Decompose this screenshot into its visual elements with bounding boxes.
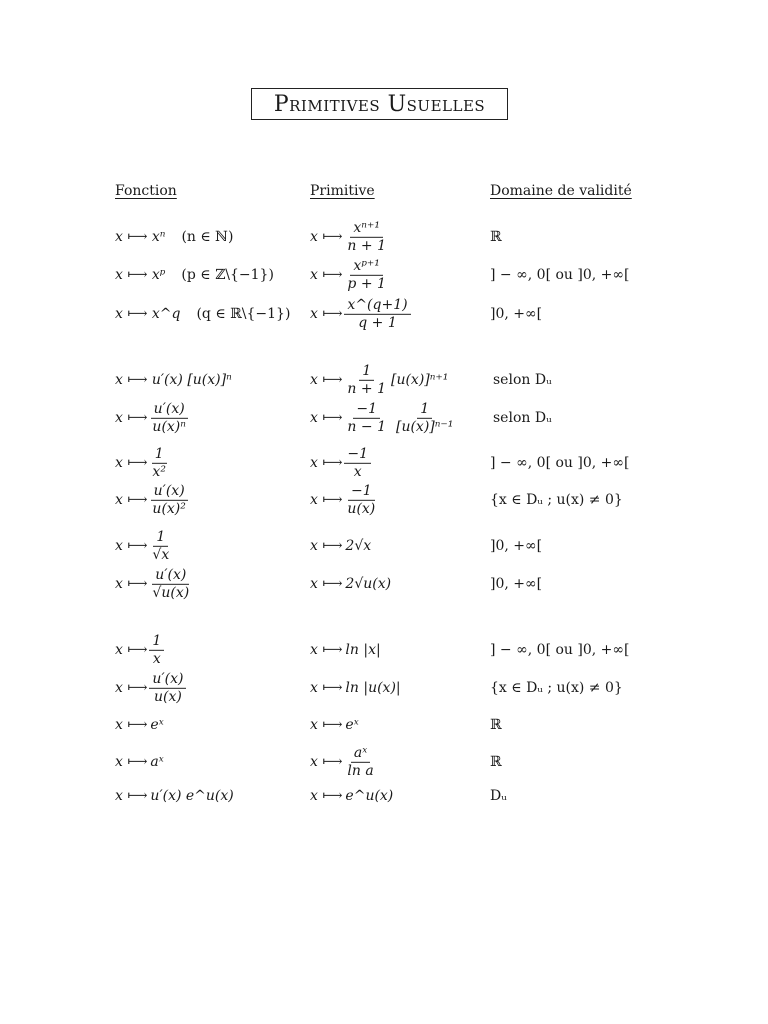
primitive-cell: x ⟼ ln |x| xyxy=(310,642,381,658)
primitive-cell: x ⟼ $\frac{\text{xᵖ⁺¹}}{p + 1}$ xyxy=(310,257,386,292)
domaine-cell: ]0, +∞[ xyxy=(490,306,543,322)
table-row xyxy=(0,744,768,779)
primitive-cell: x ⟼ e^u(x) xyxy=(310,788,394,804)
primitive-cell: x ⟼ $\frac{\text{xⁿ⁺¹}}{n + 1}$ xyxy=(310,219,386,254)
primitive-cell: x ⟼ eˣ xyxy=(310,717,359,733)
header-primitive: Primitive xyxy=(310,183,375,199)
fonction-cell: x ⟼ $\frac{1}{x}$ xyxy=(115,634,166,666)
fonction-cell: x ⟼ $\frac{u'(x)}{√u(x)}$ xyxy=(115,566,190,601)
table-row xyxy=(0,445,768,480)
primitive-cell: x ⟼ $\frac{-1}{n - 1}$ $\frac{1}{\text{[u(x)]ⁿ⁻¹}}$ xyxy=(310,400,454,435)
domaine-cell: ] − ∞, 0[ ou ]0, +∞[ xyxy=(490,455,630,471)
table-row xyxy=(0,528,768,563)
table-row xyxy=(0,257,768,292)
primitive-cell: x ⟼ ln |u(x)| xyxy=(310,680,401,696)
table-row xyxy=(0,219,768,254)
table-row xyxy=(0,362,768,397)
domaine-cell: ] − ∞, 0[ ou ]0, +∞[ xyxy=(490,642,630,658)
table-row xyxy=(0,296,768,331)
table-row xyxy=(0,482,768,517)
fonction-cell: x ⟼ aˣ xyxy=(115,754,164,770)
header-fonction: Fonction xyxy=(115,183,177,199)
fonction-cell: x ⟼ xᵖ (p ∈ ℤ\{−1}) xyxy=(115,267,274,283)
page-title: Primitives Usuelles xyxy=(251,88,508,120)
primitive-cell: x ⟼ 2√u(x) xyxy=(310,576,392,592)
primitive-cell: x ⟼ $\frac{x\^{}(q+1)}{q + 1}$ xyxy=(310,298,413,330)
fonction-cell: x ⟼ $\frac{u'(x)}{\text{u(x)ⁿ}}$ xyxy=(115,400,186,435)
domaine-cell: ] − ∞, 0[ ou ]0, +∞[ xyxy=(490,267,630,283)
fonction-cell: x ⟼ $\frac{u'(x)}{u(x)}$ xyxy=(115,672,188,704)
primitive-cell: x ⟼ $\frac{\text{aˣ}}{\text{ln a}}$ xyxy=(310,744,374,779)
domaine-cell: ]0, +∞[ xyxy=(490,538,543,554)
fonction-cell: x ⟼ xⁿ (n ∈ ℕ) xyxy=(115,229,234,245)
table-row xyxy=(0,400,768,435)
table-row xyxy=(0,717,768,733)
domaine-cell: ℝ xyxy=(490,754,502,770)
primitive-cell: x ⟼ $\frac{-1}{x}$ xyxy=(310,447,373,479)
table-row xyxy=(0,566,768,601)
primitive-cell: x ⟼ $\frac{1}{n + 1}$ [u(x)]ⁿ⁺¹ xyxy=(310,362,449,397)
table-row xyxy=(0,670,768,705)
header-domaine: Domaine de validité xyxy=(490,183,632,199)
fonction-cell: x ⟼ u′(x) e^u(x) xyxy=(115,788,234,804)
domaine-cell: ℝ xyxy=(490,717,502,733)
domaine-cell: selon Dᵤ xyxy=(493,410,552,426)
domaine-cell: {x ∈ Dᵤ ; u(x) ≠ 0} xyxy=(490,680,623,696)
fonction-cell: x ⟼ $\frac{1}{\text{x²}}$ xyxy=(115,445,166,480)
table-row xyxy=(0,788,768,804)
fonction-cell: x ⟼ $\frac{1}{√x}$ xyxy=(115,528,170,563)
domaine-cell: ]0, +∞[ xyxy=(490,576,543,592)
fonction-cell: x ⟼ u′(x) [u(x)]ⁿ xyxy=(115,372,232,388)
domaine-cell: selon Dᵤ xyxy=(493,372,552,388)
primitive-cell: x ⟼ 2√x xyxy=(310,538,372,554)
primitive-cell: x ⟼ $\frac{-1}{u(x)}$ xyxy=(310,482,376,517)
domaine-cell: {x ∈ Dᵤ ; u(x) ≠ 0} xyxy=(490,492,623,508)
domaine-cell: ℝ xyxy=(490,229,502,245)
fonction-cell: x ⟼ x^q (q ∈ ℝ\{−1}) xyxy=(115,306,291,322)
domaine-cell: Dᵤ xyxy=(490,788,507,804)
fonction-cell: x ⟼ eˣ xyxy=(115,717,164,733)
fonction-cell: x ⟼ $\frac{u'(x)}{\text{u(x)²}}$ xyxy=(115,482,186,517)
table-row xyxy=(0,632,768,667)
